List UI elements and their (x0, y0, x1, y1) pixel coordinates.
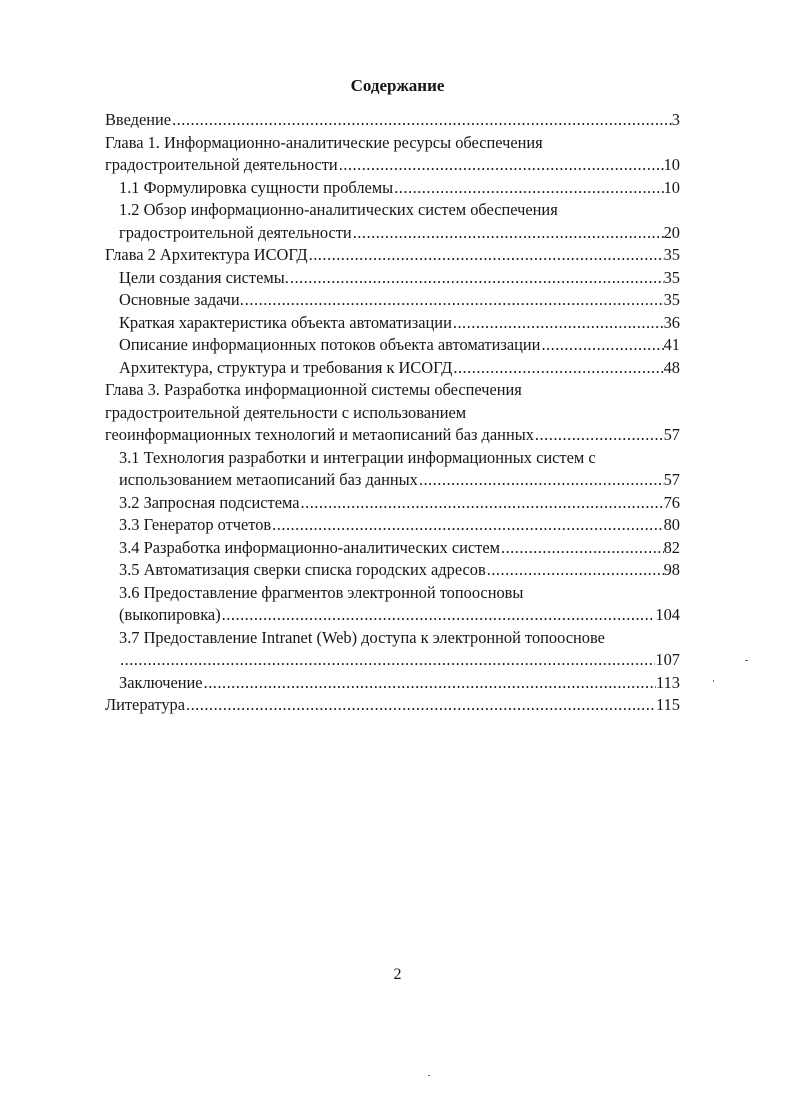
toc-entry (105, 514, 680, 537)
toc-leader-dots (203, 672, 656, 695)
toc-entry (105, 537, 680, 560)
toc-entry (105, 289, 680, 312)
toc-leader-dots (300, 492, 664, 515)
toc-entry-page: 57 (663, 470, 680, 489)
toc-leader-dots (308, 244, 664, 267)
toc-entry-text: Глава 1. Информационно-аналитические ресурсы обеспечения (105, 132, 543, 152)
toc-entry (105, 604, 680, 627)
toc-leader-dots (244, 289, 664, 312)
toc-entry-page: 80 (663, 515, 680, 534)
toc-entry-text: 3.2 Запросная подсистема (119, 492, 300, 512)
toc-entry-text: 1.1 Формулировка сущности проблемы (119, 177, 394, 197)
toc-entry-page: 35 (663, 290, 680, 309)
toc-entry-page: 107 (655, 650, 680, 669)
toc-entry-page: 20 (663, 222, 680, 242)
toc-leader-dots (418, 469, 664, 492)
toc-entry-text: использованием метаописаний баз данных (119, 470, 418, 489)
toc-entry (105, 109, 680, 132)
scan-speck (428, 1075, 430, 1076)
toc-entry (105, 694, 680, 717)
toc-entry-page: 41 (663, 335, 680, 354)
toc-entry-page: 82 (663, 537, 680, 557)
scan-speck (713, 680, 714, 682)
toc-entry-page: 104 (655, 605, 680, 624)
toc-entry-page: 10 (663, 155, 680, 174)
toc-entry (105, 244, 680, 267)
toc-entry (105, 312, 680, 335)
toc-entry (105, 424, 680, 447)
toc-leader-dots (171, 109, 672, 132)
toc-entry-text: Заключение (119, 672, 203, 692)
toc-entry-page: 3 (671, 110, 680, 129)
toc-entry-text: Цели создания системы. (119, 267, 289, 287)
toc-entry-page: 113 (656, 672, 680, 692)
toc-entry-text: 3.4 Разработка информационно-аналитических систем (119, 537, 500, 557)
scan-speck (745, 660, 748, 661)
toc-entry-page: 36 (663, 312, 680, 332)
toc-entry-text: градостроительной деятельности с использованием (105, 402, 467, 422)
page-title: Содержание (350, 76, 445, 95)
toc-leader-dots (185, 694, 656, 717)
toc-leader-dots (289, 267, 664, 290)
toc-entry (105, 649, 680, 672)
toc-entry-page: 57 (663, 425, 680, 444)
toc-entry-text: Архитектура, структура и требования к ИСОГД (119, 357, 453, 377)
toc-entry (105, 177, 680, 200)
toc-entry-text: 1.2 Обзор информационно-аналитических систем обеспечения (119, 200, 558, 219)
toc-entry-page: 10 (663, 177, 680, 197)
toc-entry (105, 267, 680, 290)
toc-leader-dots (352, 222, 664, 245)
toc-entry (105, 672, 680, 695)
toc-entry-page: 35 (663, 245, 680, 264)
toc-entry-text: Основные задачи. (119, 290, 244, 309)
toc-entry-text: 3.7 Предоставление Intranet (Web) доступа к электронной топооснове (119, 627, 605, 647)
toc-leader-dots (452, 312, 664, 335)
toc-entry-page: 35 (663, 267, 680, 287)
toc-entry (105, 154, 680, 177)
toc-entry-page: 48 (663, 357, 680, 377)
toc-entry-text: 3.5 Автоматизация сверки списка городских адресов (119, 560, 486, 579)
toc-entry-text: градостроительной деятельности (119, 222, 352, 242)
toc-entry-page: 115 (656, 695, 680, 714)
toc-entry-text: Глава 2 Архитектура ИСОГД (105, 245, 308, 264)
toc-entry (105, 492, 680, 515)
toc-entry (105, 559, 680, 582)
toc-entry-text: 3.1 Технология разработки и интеграции информационных систем с (119, 447, 596, 467)
toc-leader-dots (271, 514, 663, 537)
toc-leader-dots (221, 604, 656, 627)
toc-entry-page: 98 (663, 560, 680, 579)
toc-leader-dots (452, 357, 663, 380)
toc-entry (105, 334, 680, 357)
toc-entry-text: Литература (105, 695, 185, 714)
toc-entry-text: Глава 3. Разработка информационной системы обеспечения (105, 380, 522, 399)
toc-leader-dots (500, 537, 664, 560)
toc-leader-dots (486, 559, 664, 582)
toc-entry-text: 3.6 Предоставление фрагментов электронной топоосновы (119, 582, 524, 602)
toc-leader-dots (534, 424, 664, 447)
toc-entry (105, 222, 680, 245)
toc-entry-text: геоинформационных технологий и метаописаний баз данных (105, 425, 534, 444)
toc-entry-text: (выкопировка) (119, 605, 221, 624)
toc-leader-dots (119, 649, 655, 672)
table-of-contents (105, 109, 680, 717)
toc-entry (105, 357, 680, 380)
toc-entry-text: градостроительной деятельности (105, 155, 338, 174)
toc-leader-dots (338, 154, 664, 177)
toc-entry-text: 3.3 Генератор отчетов (119, 515, 272, 534)
toc-entry-text: Введение (105, 110, 172, 129)
toc-entry-text: Краткая характеристика объекта автоматизации (119, 312, 452, 332)
toc-entry-page: 76 (663, 492, 680, 512)
page-number: 2 (393, 966, 402, 983)
toc-leader-dots (540, 334, 663, 357)
toc-leader-dots (393, 177, 663, 200)
toc-entry (105, 469, 680, 492)
toc-entry-text: Описание информационных потоков объекта автоматизации (119, 335, 541, 354)
